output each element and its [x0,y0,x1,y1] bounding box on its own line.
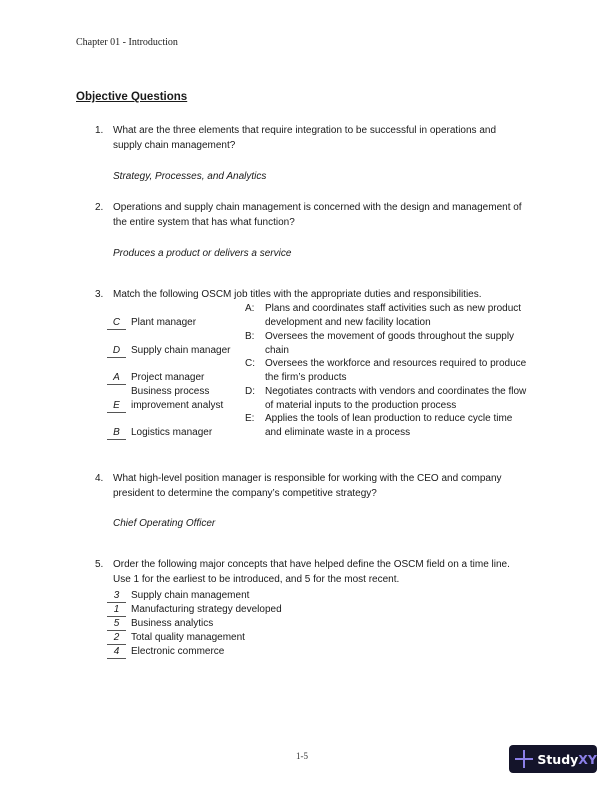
question-text: supply chain management? [113,140,236,151]
duty-letter: D: [245,386,255,397]
duty-text: Plans and coordinates staff activities such as new product [265,303,522,314]
studyxy-badge[interactable] [509,745,597,773]
order-item: Business analytics [131,618,214,629]
question-text: What are the three elements that require integration to be successful in operations and [113,125,497,136]
question-text: the entire system that has what function? [113,217,295,228]
job-title: Supply chain manager [131,345,231,356]
section-title: Objective Questions [76,91,188,103]
match-blank: B [107,427,126,440]
job-title: Project manager [131,372,205,383]
order-blank: 5 [107,618,126,631]
order-item: Supply chain management [131,590,250,601]
order-blank: 3 [107,590,126,603]
brand-accent: XY [578,751,597,767]
question-number: 3. [95,289,104,300]
duty-text: Negotiates contracts with vendors and coordinates the flow [265,386,527,397]
duty-letter: A: [245,303,255,314]
duty-text: chain [265,345,289,356]
order-blank: 1 [107,604,126,617]
duty-text: development and new facility location [265,317,431,328]
question-text: What high-level position manager is responsible for working with the CEO and company [113,473,502,484]
order-item: Total quality management [131,632,245,643]
job-title: Plant manager [131,317,197,328]
match-blank: A [107,372,126,385]
plus-icon [515,750,531,768]
duty-letter: C: [245,358,255,369]
order-item: Electronic commerce [131,646,225,657]
question-text: Match the following OSCM job titles with the appropriate duties and responsibilities. [113,289,482,300]
duty-text: of material inputs to the production process [265,400,457,411]
duty-text: Applies the tools of lean production to reduce cycle time [265,413,513,424]
question-text: Use 1 for the earliest to be introduced, and 5 for the most recent. [113,574,400,585]
match-blank: C [107,317,126,330]
answer-text: Strategy, Processes, and Analytics [113,171,267,182]
duty-text: Oversees the movement of goods throughout the supply [265,331,515,342]
question-number: 4. [95,473,104,484]
question-text: president to determine the company’s competitive strategy? [113,488,377,499]
duty-letter: B: [245,331,255,342]
answer-text: Chief Operating Officer [113,518,216,529]
match-blank: D [107,345,126,358]
order-blank: 2 [107,632,126,645]
duty-text: and eliminate waste in a process [265,427,411,438]
job-title: Business process [131,386,210,397]
question-text: Order the following major concepts that have helped define the OSCM field on a time line. [113,559,510,570]
job-title: improvement analyst [131,400,224,411]
duty-letter: E: [245,413,255,424]
question-number: 2. [95,202,104,213]
brand-main: Study [537,751,579,767]
question-number: 5. [95,559,104,570]
question-number: 1. [95,125,104,136]
order-item: Manufacturing strategy developed [131,604,282,615]
answer-text: Produces a product or delivers a service [113,248,292,259]
match-blank: E [107,400,126,413]
brand-logo-text [537,752,597,767]
question-text: Operations and supply chain management is concerned with the design and management of [113,202,522,213]
duty-text: Oversees the workforce and resources required to produce [265,358,527,369]
duty-text: the firm’s products [265,372,347,383]
chapter-header: Chapter 01 - Introduction [76,37,178,48]
job-title: Logistics manager [131,427,213,438]
page-number: 1-5 [296,751,308,761]
order-blank: 4 [107,646,126,659]
